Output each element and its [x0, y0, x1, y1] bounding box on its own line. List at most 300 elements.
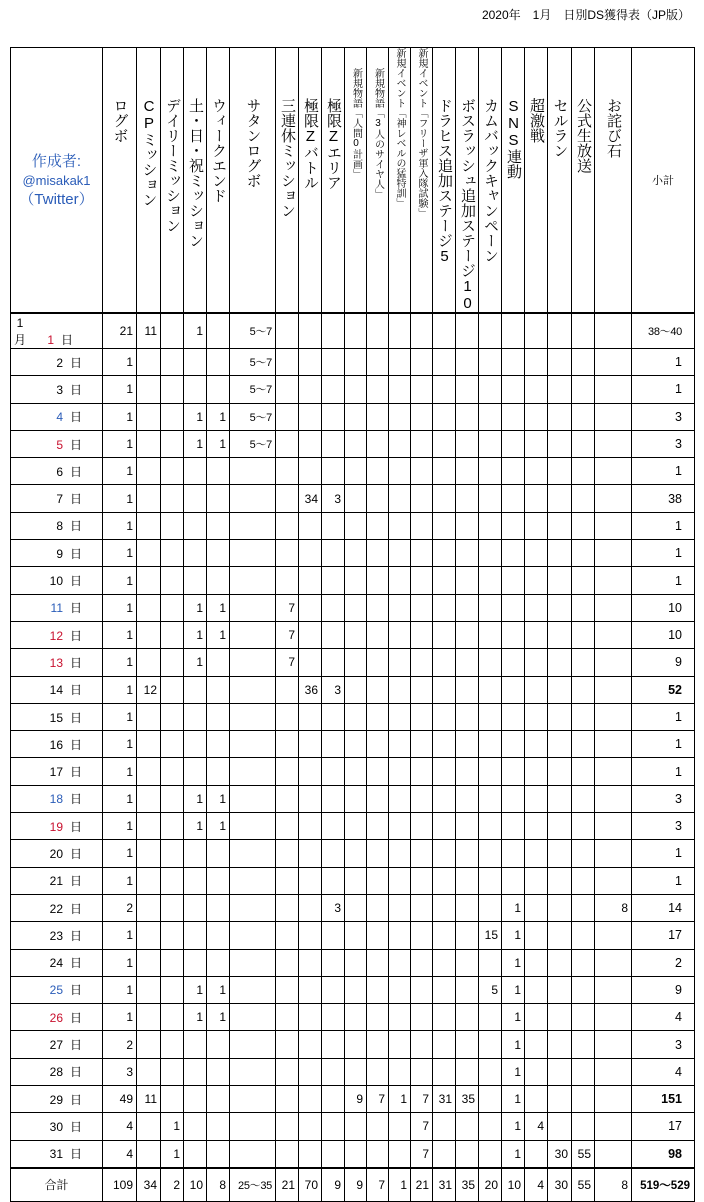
value-cell: [322, 1031, 345, 1058]
value-cell: [137, 894, 161, 921]
value-cell: 1: [103, 813, 137, 840]
day-suffix: 日: [69, 1010, 82, 1025]
table-row: [11, 1031, 695, 1058]
value-cell: [548, 485, 572, 512]
value-cell: 1: [207, 976, 230, 1003]
value-cell: [572, 376, 595, 403]
value-cell: [322, 976, 345, 1003]
day-number: 26: [49, 1010, 63, 1025]
subtotal-cell: 1: [632, 703, 695, 730]
value-cell: [389, 894, 411, 921]
value-cell: [184, 349, 207, 376]
day-suffix: 日: [69, 574, 82, 589]
value-cell: [389, 676, 411, 703]
total-value-cell: 34: [137, 1168, 161, 1202]
value-cell: [548, 349, 572, 376]
value-cell: 2: [103, 894, 137, 921]
value-cell: [411, 922, 433, 949]
table-row: [11, 1086, 695, 1113]
value-cell: [595, 313, 632, 349]
value-cell: 1: [103, 922, 137, 949]
author-cell: [11, 48, 103, 314]
value-cell: [479, 594, 502, 621]
value-cell: [345, 785, 367, 812]
value-cell: 1: [502, 1004, 525, 1031]
value-cell: [548, 313, 572, 349]
day-number: 5: [56, 437, 63, 452]
total-value-cell: 8: [207, 1168, 230, 1202]
value-cell: 1: [389, 1086, 411, 1113]
value-cell: [322, 512, 345, 539]
value-cell: [433, 785, 456, 812]
value-cell: [572, 976, 595, 1003]
value-cell: [276, 567, 299, 594]
value-cell: [161, 349, 184, 376]
value-cell: [184, 1031, 207, 1058]
value-cell: [345, 1031, 367, 1058]
day-suffix: 日: [69, 1119, 82, 1134]
day-number: 14: [49, 683, 63, 698]
value-cell: [411, 785, 433, 812]
value-cell: 1: [103, 731, 137, 758]
total-value-cell: 55: [572, 1168, 595, 1202]
table-row: [11, 1058, 695, 1085]
value-cell: [525, 1058, 548, 1085]
value-cell: [456, 403, 479, 430]
value-cell: 1: [103, 676, 137, 703]
value-cell: [479, 485, 502, 512]
table-row: [11, 949, 695, 976]
value-cell: [456, 430, 479, 457]
value-cell: [322, 621, 345, 648]
day-suffix: 日: [69, 846, 82, 861]
value-cell: 11: [137, 313, 161, 349]
value-cell: [299, 458, 322, 485]
table-row: [11, 1113, 695, 1140]
date-cell: [11, 1113, 103, 1140]
value-cell: [572, 1086, 595, 1113]
value-cell: [595, 867, 632, 894]
value-cell: [433, 894, 456, 921]
subtotal-header: 小計: [632, 48, 695, 314]
value-cell: [525, 840, 548, 867]
value-cell: [433, 758, 456, 785]
value-cell: [389, 567, 411, 594]
value-cell: [299, 376, 322, 403]
value-cell: [389, 649, 411, 676]
value-cell: [345, 813, 367, 840]
total-value-cell: 10: [184, 1168, 207, 1202]
value-cell: [230, 485, 276, 512]
value-cell: [411, 621, 433, 648]
value-cell: [595, 785, 632, 812]
value-cell: [433, 621, 456, 648]
value-cell: 4: [103, 1113, 137, 1140]
column-header-label: 土・日・祝ミッション: [187, 98, 204, 248]
value-cell: [595, 1004, 632, 1031]
value-cell: [161, 813, 184, 840]
value-cell: [230, 976, 276, 1003]
column-header-label: サタンログボ: [244, 98, 262, 188]
day-number: 20: [49, 846, 63, 861]
day-number: 8: [56, 519, 63, 534]
value-cell: [433, 1058, 456, 1085]
value-cell: [548, 758, 572, 785]
value-cell: [276, 1058, 299, 1085]
value-cell: [525, 313, 548, 349]
day-suffix: 日: [69, 1092, 82, 1107]
value-cell: 31: [433, 1086, 456, 1113]
value-cell: [161, 785, 184, 812]
value-cell: [367, 540, 389, 567]
value-cell: 7: [411, 1113, 433, 1140]
value-cell: [411, 840, 433, 867]
author-handle: @misakak1: [22, 172, 91, 188]
value-cell: [345, 867, 367, 894]
value-cell: 1: [207, 430, 230, 457]
value-cell: [299, 567, 322, 594]
value-cell: [137, 703, 161, 730]
value-cell: [548, 458, 572, 485]
day-number: 31: [49, 1147, 63, 1162]
value-cell: [433, 649, 456, 676]
value-cell: [479, 512, 502, 539]
value-cell: [411, 1031, 433, 1058]
table-row: [11, 485, 695, 512]
value-cell: [322, 813, 345, 840]
value-cell: [411, 594, 433, 621]
value-cell: [456, 567, 479, 594]
value-cell: [548, 430, 572, 457]
value-cell: [525, 676, 548, 703]
value-cell: [322, 313, 345, 349]
value-cell: [595, 676, 632, 703]
value-cell: [345, 1058, 367, 1085]
value-cell: 1: [207, 621, 230, 648]
value-cell: [207, 949, 230, 976]
value-cell: [137, 731, 161, 758]
value-cell: [322, 1113, 345, 1140]
value-cell: 4: [525, 1113, 548, 1140]
day-number: 6: [56, 464, 63, 479]
value-cell: [548, 1113, 572, 1140]
value-cell: [367, 1058, 389, 1085]
value-cell: [389, 621, 411, 648]
value-cell: [276, 313, 299, 349]
value-cell: [525, 731, 548, 758]
value-cell: [299, 512, 322, 539]
column-header: [137, 48, 161, 314]
day-number: 7: [56, 492, 63, 507]
value-cell: 55: [572, 1140, 595, 1168]
value-cell: [595, 1140, 632, 1168]
date-cell: [11, 376, 103, 403]
value-cell: [479, 430, 502, 457]
value-cell: 12: [137, 676, 161, 703]
value-cell: [502, 731, 525, 758]
value-cell: [525, 540, 548, 567]
value-cell: [572, 349, 595, 376]
value-cell: 30: [548, 1140, 572, 1168]
value-cell: [184, 1086, 207, 1113]
value-cell: 5～7: [230, 313, 276, 349]
value-cell: [595, 512, 632, 539]
table-row: [11, 922, 695, 949]
value-cell: 5～7: [230, 403, 276, 430]
value-cell: [184, 376, 207, 403]
value-cell: [230, 867, 276, 894]
value-cell: [525, 594, 548, 621]
column-header-label: 新規物語「人間0計画」: [350, 68, 362, 179]
day-suffix: 日: [69, 983, 82, 998]
value-cell: [345, 376, 367, 403]
value-cell: [161, 458, 184, 485]
value-cell: [230, 1086, 276, 1113]
value-cell: 1: [103, 785, 137, 812]
value-cell: [345, 540, 367, 567]
value-cell: [548, 1058, 572, 1085]
value-cell: [230, 1140, 276, 1168]
value-cell: 7: [411, 1086, 433, 1113]
value-cell: 1: [103, 649, 137, 676]
value-cell: [525, 430, 548, 457]
value-cell: [367, 594, 389, 621]
subtotal-cell: 3: [632, 813, 695, 840]
grand-total-cell: 519～529: [632, 1168, 695, 1202]
value-cell: [276, 731, 299, 758]
day-suffix: 日: [69, 792, 82, 807]
value-cell: [322, 458, 345, 485]
value-cell: [502, 430, 525, 457]
value-cell: [137, 403, 161, 430]
value-cell: [389, 458, 411, 485]
value-cell: [389, 430, 411, 457]
total-value-cell: 20: [479, 1168, 502, 1202]
date-cell: [11, 1058, 103, 1085]
total-value-cell: 2: [161, 1168, 184, 1202]
value-cell: [137, 922, 161, 949]
value-cell: 1: [161, 1140, 184, 1168]
value-cell: [276, 813, 299, 840]
value-cell: [572, 512, 595, 539]
value-cell: [137, 349, 161, 376]
date-cell: [11, 1086, 103, 1113]
value-cell: [433, 676, 456, 703]
column-header: [595, 48, 632, 314]
value-cell: [525, 403, 548, 430]
value-cell: [367, 458, 389, 485]
author-label: 作成者:: [31, 152, 82, 170]
value-cell: 1: [207, 594, 230, 621]
table-row: [11, 621, 695, 648]
table-row: [11, 676, 695, 703]
table-row: [11, 703, 695, 730]
value-cell: [548, 949, 572, 976]
value-cell: [161, 313, 184, 349]
table-row: [11, 731, 695, 758]
value-cell: [161, 1004, 184, 1031]
day-number: 13: [49, 655, 63, 670]
value-cell: [389, 758, 411, 785]
day-number: 15: [49, 710, 63, 725]
value-cell: [433, 458, 456, 485]
value-cell: [389, 922, 411, 949]
value-cell: 1: [161, 1113, 184, 1140]
value-cell: [230, 1004, 276, 1031]
value-cell: [595, 922, 632, 949]
value-cell: [161, 540, 184, 567]
total-value-cell: 30: [548, 1168, 572, 1202]
day-suffix: 日: [69, 683, 82, 698]
value-cell: [433, 403, 456, 430]
value-cell: [389, 1031, 411, 1058]
value-cell: [456, 785, 479, 812]
value-cell: [456, 1031, 479, 1058]
value-cell: [479, 1113, 502, 1140]
value-cell: [230, 703, 276, 730]
value-cell: 1: [184, 785, 207, 812]
subtotal-cell: 10: [632, 621, 695, 648]
ds-table: [10, 47, 695, 1202]
value-cell: 1: [103, 540, 137, 567]
date-cell: [11, 349, 103, 376]
value-cell: [345, 949, 367, 976]
table-row: [11, 458, 695, 485]
day-suffix: 日: [69, 928, 82, 943]
value-cell: [433, 949, 456, 976]
month-label: 1 月: [13, 316, 36, 347]
value-cell: [525, 976, 548, 1003]
value-cell: [276, 485, 299, 512]
value-cell: [184, 676, 207, 703]
value-cell: [389, 703, 411, 730]
value-cell: [525, 867, 548, 894]
value-cell: 1: [103, 512, 137, 539]
subtotal-cell: 17: [632, 1113, 695, 1140]
subtotal-cell: 1: [632, 840, 695, 867]
value-cell: [572, 922, 595, 949]
value-cell: [595, 485, 632, 512]
header-row: [11, 48, 695, 314]
value-cell: [595, 594, 632, 621]
value-cell: [137, 758, 161, 785]
subtotal-cell: 1: [632, 567, 695, 594]
day-number: 17: [49, 765, 63, 780]
value-cell: [299, 731, 322, 758]
value-cell: [137, 1031, 161, 1058]
value-cell: [389, 349, 411, 376]
value-cell: [184, 731, 207, 758]
date-cell: [11, 1004, 103, 1031]
value-cell: [389, 1058, 411, 1085]
column-header: [207, 48, 230, 314]
value-cell: [389, 1140, 411, 1168]
column-header-label: 公式生放送: [575, 98, 592, 173]
author-site: （Twitter）: [19, 190, 94, 208]
table-row: [11, 349, 695, 376]
value-cell: [572, 485, 595, 512]
value-cell: 1: [502, 1086, 525, 1113]
value-cell: [161, 403, 184, 430]
column-header: [322, 48, 345, 314]
date-cell: [11, 567, 103, 594]
value-cell: [525, 512, 548, 539]
value-cell: [322, 758, 345, 785]
value-cell: [456, 376, 479, 403]
value-cell: [345, 731, 367, 758]
total-value-cell: 7: [367, 1168, 389, 1202]
value-cell: [161, 376, 184, 403]
value-cell: [456, 1140, 479, 1168]
date-cell: [11, 922, 103, 949]
value-cell: [479, 313, 502, 349]
column-header-label: SNS連動: [505, 98, 522, 179]
value-cell: [595, 731, 632, 758]
value-cell: [502, 485, 525, 512]
date-cell: [11, 976, 103, 1003]
value-cell: [367, 1140, 389, 1168]
value-cell: 1: [184, 813, 207, 840]
value-cell: [345, 1004, 367, 1031]
value-cell: [572, 430, 595, 457]
day-suffix: 日: [69, 874, 82, 889]
total-value-cell: 1: [389, 1168, 411, 1202]
subtotal-cell: 4: [632, 1004, 695, 1031]
value-cell: [502, 349, 525, 376]
value-cell: [433, 1140, 456, 1168]
date-cell: [11, 649, 103, 676]
value-cell: [230, 922, 276, 949]
date-cell: [11, 949, 103, 976]
date-cell: [11, 540, 103, 567]
table-row: [11, 594, 695, 621]
value-cell: [137, 949, 161, 976]
value-cell: [322, 785, 345, 812]
value-cell: [433, 349, 456, 376]
value-cell: [207, 1031, 230, 1058]
value-cell: [525, 376, 548, 403]
value-cell: [367, 785, 389, 812]
column-header-label: 新規イベント「神レベルの猛特訓」: [394, 48, 405, 208]
value-cell: [345, 894, 367, 921]
value-cell: [389, 976, 411, 1003]
table-row: [11, 976, 695, 1003]
value-cell: [479, 403, 502, 430]
value-cell: [525, 349, 548, 376]
value-cell: [184, 840, 207, 867]
value-cell: [433, 313, 456, 349]
value-cell: [411, 813, 433, 840]
value-cell: [322, 594, 345, 621]
date-cell: [11, 894, 103, 921]
value-cell: [276, 1031, 299, 1058]
date-cell: [11, 703, 103, 730]
value-cell: [367, 1031, 389, 1058]
value-cell: [161, 676, 184, 703]
subtotal-cell: 1: [632, 540, 695, 567]
value-cell: [572, 458, 595, 485]
value-cell: [456, 458, 479, 485]
value-cell: [525, 1140, 548, 1168]
value-cell: [367, 430, 389, 457]
value-cell: [456, 894, 479, 921]
value-cell: [299, 540, 322, 567]
subtotal-cell: 38: [632, 485, 695, 512]
value-cell: [572, 894, 595, 921]
column-header: [184, 48, 207, 314]
value-cell: [411, 512, 433, 539]
value-cell: [595, 1031, 632, 1058]
